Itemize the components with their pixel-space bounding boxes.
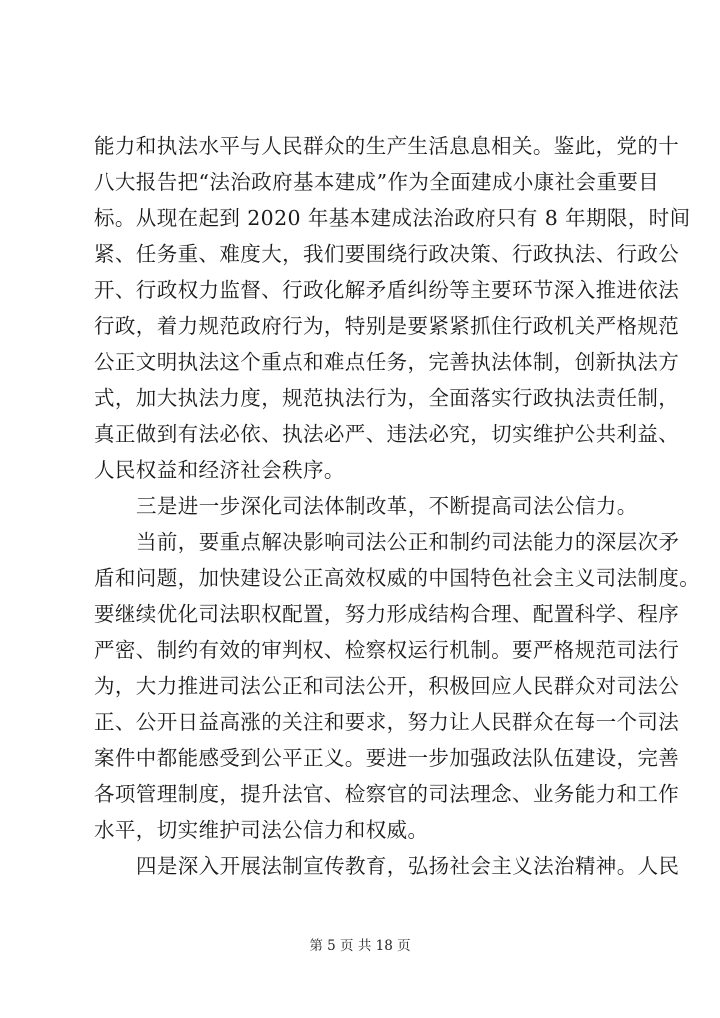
section-heading-line: 三是进一步深化司法体制改革，不断提高司法公信力。 bbox=[136, 494, 638, 518]
text-line: 正、公开日益高涨的关注和要求，努力让人民群众在每一个司法 bbox=[94, 710, 680, 734]
text-line: 严密、制约有效的审判权、检察权运行机制。要严格规范司法行 bbox=[94, 638, 680, 662]
body-text bbox=[94, 128, 701, 884]
text-line: 式，加大执法力度，规范执法行为，全面落实行政执法责任制， bbox=[94, 386, 680, 410]
text-line: 标。从现在起到 2020 年基本建成法治政府只有 8 年期限，时间 bbox=[94, 206, 691, 230]
text-line: 人民权益和经济社会秩序。 bbox=[94, 458, 345, 482]
text-line: 真正做到有法必依、执法必严、违法必究，切实维护公共利益、 bbox=[94, 422, 680, 446]
text-line: 为，大力推进司法公正和司法公开，积极回应人民群众对司法公 bbox=[94, 674, 680, 698]
text-line: 紧、任务重、难度大，我们要围绕行政决策、行政执法、行政公 bbox=[94, 242, 680, 266]
text-line: 盾和问题，加快建设公正高效权威的中国特色社会主义司法制度。 bbox=[94, 566, 701, 590]
text-line: 各项管理制度，提升法官、检察官的司法理念、业务能力和工作 bbox=[94, 782, 680, 806]
text-line: 公正文明执法这个重点和难点任务，完善执法体制，创新执法方 bbox=[94, 350, 680, 374]
text-line: 案件中都能感受到公平正义。要进一步加强政法队伍建设，完善 bbox=[94, 746, 680, 770]
text-line: 当前，要重点解决影响司法公正和制约司法能力的深层次矛 bbox=[136, 530, 680, 554]
text-line: 要继续优化司法职权配置，努力形成结构合理、配置科学、程序 bbox=[94, 602, 680, 626]
page-number-footer: 第 5 页 共 18 页 bbox=[309, 938, 411, 954]
section-heading-line: 四是深入开展法制宣传教育，弘扬社会主义法治精神。人民 bbox=[136, 854, 680, 878]
text-line: 开、行政权力监督、行政化解矛盾纠纷等主要环节深入推进依法 bbox=[94, 278, 680, 302]
text-line: 八大报告把“法治政府基本建成”作为全面建成小康社会重要目 bbox=[94, 170, 660, 194]
text-line: 能力和执法水平与人民群众的生产生活息息相关。鉴此，党的十 bbox=[94, 134, 680, 158]
text-line: 水平，切实维护司法公信力和权威。 bbox=[94, 818, 429, 842]
text-line: 行政，着力规范政府行为，特别是要紧紧抓住行政机关严格规范 bbox=[94, 314, 680, 338]
